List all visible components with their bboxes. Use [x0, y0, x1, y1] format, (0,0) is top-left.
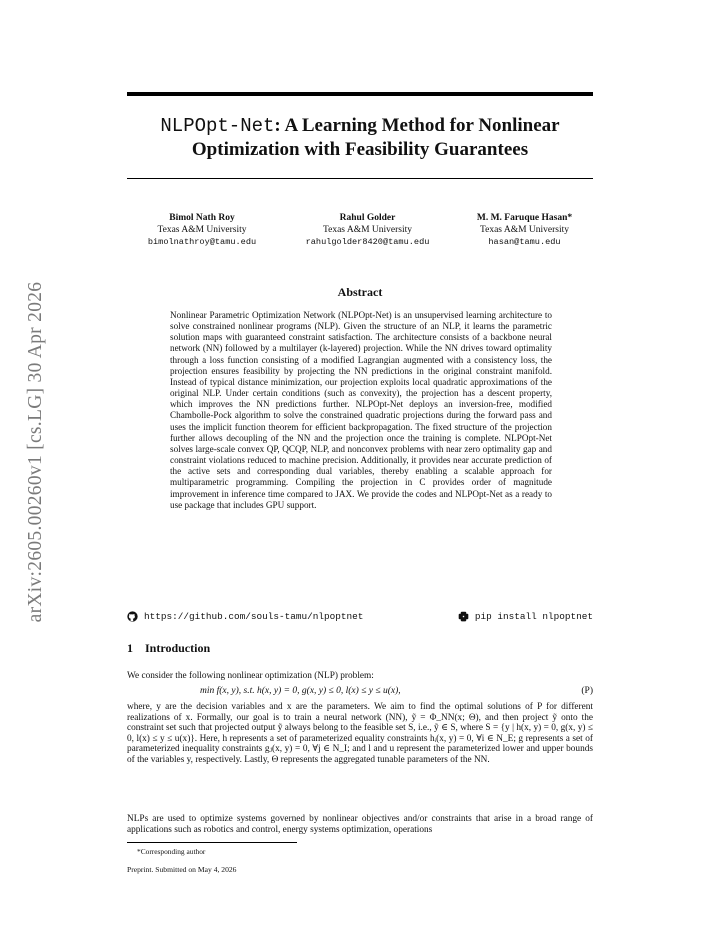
author-email[interactable]: hasan@tamu.edu — [488, 237, 561, 247]
author-affiliation: Texas A&M University — [322, 225, 413, 235]
package-icon — [458, 611, 469, 622]
paper-title — [127, 114, 593, 162]
footnote: *Corresponding author — [137, 847, 206, 856]
pip-install-command — [458, 611, 593, 622]
author-name: M. M. Faruque Hasan* — [476, 213, 573, 223]
title-bottom-rule — [127, 178, 593, 179]
author-block — [127, 212, 593, 252]
author-name: Bimol Nath Roy — [169, 213, 235, 223]
author-email[interactable]: bimolnathroy@tamu.edu — [147, 237, 257, 247]
section-title-text: Introduction — [145, 641, 211, 655]
author-affiliation: Texas A&M University — [479, 225, 570, 235]
title-top-rule — [127, 92, 593, 96]
arxiv-identifier: arXiv:2605.00260v1 [cs.LG] 30 Apr 2026 — [25, 281, 46, 623]
equation-body: min f(x, y), s.t. h(x, y) = 0, g(x, y) ≤ 0, l(x) ≤ y ≤ u(x), — [200, 686, 401, 696]
abstract-heading: Abstract — [337, 285, 383, 299]
title-text: : A Learning Method for Nonlinear Optimization with Feasibility Guarantees — [191, 115, 560, 160]
display-equation — [127, 686, 593, 698]
footnote-rule — [127, 842, 297, 843]
preprint-footer: Preprint. Submitted on May 4, 2026 — [127, 865, 237, 874]
intro-paragraph-3: NLPs are used to optimize systems governed by nonlinear objectives and/or constraints that arise in a broad range of applications such as robotics and control, energy systems optimization, operations — [127, 814, 593, 835]
github-url[interactable]: https://github.com/souls-tamu/nlpoptnet — [144, 611, 364, 622]
intro-paragraph-2: where, y are the decision variables and x are the parameters. We aim to find the optimal solutions of P for different realizations of x. Formally, our goal is to train a neural network (NN), ỹ = Φ_NN(x; Θ), and then project ỹ onto the constraint set such that projected output ỹ always belong to the feasible set S, i.e., ỹ ∈ S, where S = {y | h(x, y) = 0, g(x, y) ≤ 0, l(x) ≤ y ≤ u(x)}. Here, h represents a set of parameterized equality constraints hᵢ(x, y) = 0, ∀i ∈ N_E; g represents a set of parameterized inequality constraints gⱼ(x, y) = 0, ∀j ∈ N_I; and l and u represent the parameterized lower and upper bounds of the variables y, respectively. Lastly, Θ represents the aggregated tunable parameters of the NN. — [127, 702, 593, 765]
equation-tag: (P) — [581, 686, 593, 696]
section-number: 1 — [127, 641, 133, 655]
section-heading — [127, 641, 210, 656]
author-1 — [127, 212, 277, 248]
author-3 — [452, 212, 597, 248]
author-email[interactable]: rahulgolder8420@tamu.edu — [305, 237, 430, 247]
author-2 — [290, 212, 445, 248]
author-name: Rahul Golder — [339, 213, 396, 223]
author-affiliation: Texas A&M University — [157, 225, 247, 235]
pip-command-text: pip install nlpoptnet — [474, 611, 593, 622]
github-link[interactable] — [127, 611, 363, 622]
intro-paragraph-1: We consider the following nonlinear optimization (NLP) problem: — [127, 671, 374, 681]
github-icon — [127, 611, 138, 622]
resource-links — [127, 611, 593, 625]
title-system-name: NLPOpt-Net — [160, 115, 275, 137]
abstract-body: Nonlinear Parametric Optimization Network (NLPOpt-Net) is an unsupervised learning architecture to solve constrained nonlinear programs (NLP). Given the structure of an NLP, it learns the parametric solution maps with guaranteed constraint satisfaction. The architecture consists of a backbone neural network (NN) followed by a multilayer (k-layered) projection. While the NN drives toward optimality through a loss function consisting of a modified Lagrangian augmented with a consistency loss, the projection ensures feasibility by projecting the NN predictions in the original constraint manifold. Instead of typical distance minimization, our projection exploits local quadratic approximations of the original NLP. Under certain conditions (such as convexity), the projection has a descent property, which improves the NN predictions further. NLPOpt-Net deploys an inversion-free, modified Chambolle-Pock algorithm to solve the constrained quadratic projections during the forward pass and uses the implicit function theorem for efficient backpropagation. The fixed structure of the projection further allows decoupling of the NN and the projection once the training is complete. NLPOpt-Net solves large-scale convex QP, QCQP, NLP, and nonconvex problems with near zero optimality gap and constraint violations reduced to machine precision. Additionally, it provides near accurate prediction of the active sets and corresponding dual variables, thereby enabling a scalable approach for multiparametric programming. Compiling the projection in C provides order of magnitude improvement in inference time compared to JAX. We provide the codes and NLPOpt-Net as a ready to use package that includes GPU support. — [170, 310, 552, 510]
